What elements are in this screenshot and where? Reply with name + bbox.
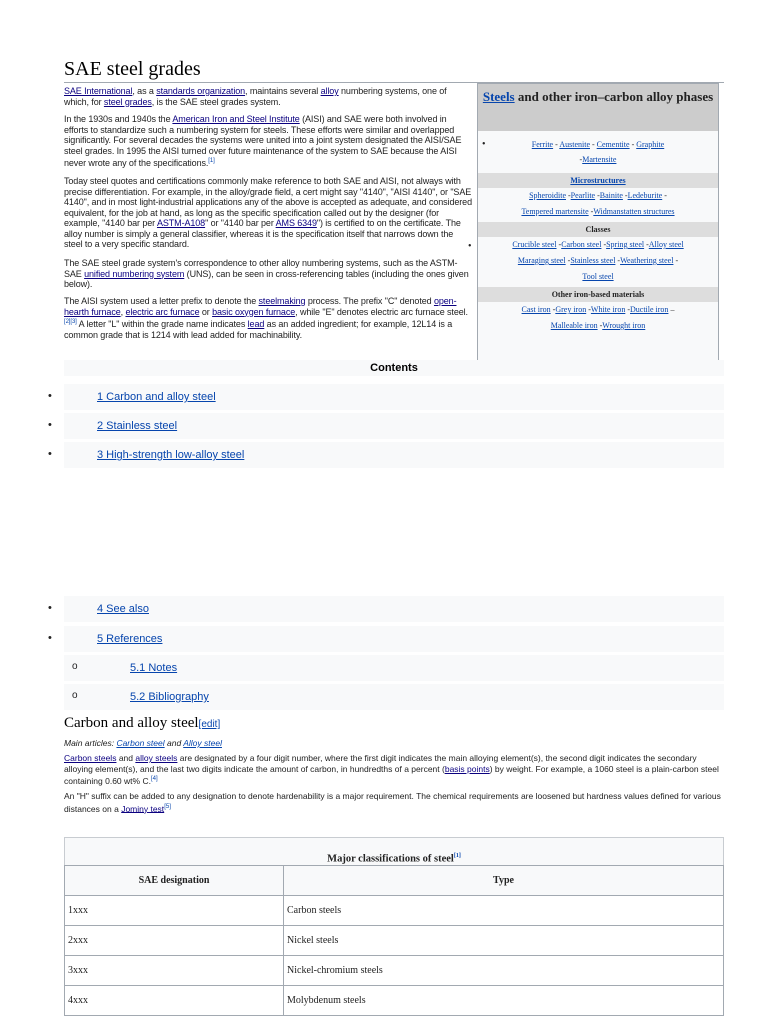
link-sae-international[interactable]: SAE International	[64, 86, 133, 96]
hatnote	[64, 738, 222, 748]
link-maraging-steel[interactable]: Maraging steel	[517, 256, 566, 265]
link-standards-organization[interactable]: standards organization	[156, 86, 246, 96]
link-alloy[interactable]: alloy	[320, 86, 339, 96]
bullet-icon: •	[48, 448, 52, 460]
text: " or "4140 bar per	[205, 218, 276, 228]
link-alloy-steel[interactable]: Alloy steel	[648, 240, 684, 249]
toc-item	[48, 596, 724, 622]
link-tempered-martensite[interactable]: Tempered martensite	[521, 207, 589, 216]
link-steel-grades[interactable]: steel grades	[103, 96, 152, 107]
link-alloy-steels[interactable]: alloy steels	[135, 753, 178, 763]
infobox-section-other: Other iron-based materials	[478, 287, 718, 302]
link-weathering-steel[interactable]: Weathering steel	[620, 256, 674, 265]
link-carbon-steel-main[interactable]: Carbon steel	[116, 738, 165, 748]
link-carbon-steels[interactable]: Carbon steels	[64, 753, 117, 763]
toc-link-stainless[interactable]: 2 Stainless steel	[97, 420, 178, 432]
text: and	[164, 738, 184, 748]
link-basic-oxygen-furnace[interactable]: basic oxygen furnace	[212, 306, 296, 317]
text: (AISI) and SAE were both involved in efforts to standardize such a numbering system for steels. These efforts were similar and overlapped significantly. For several decades the systems were united into a joint system designated the AISI/SAE steel grades. In 1995 the AISI turned over future maintenance of the system to SAE because the AISI never wrote any of the specifications.	[64, 114, 462, 168]
infobox-section-classes: Classes	[478, 222, 718, 237]
link-cementite[interactable]: Cementite	[596, 140, 630, 149]
link-austenite[interactable]: Austenite	[559, 140, 590, 149]
link-carbon-steel[interactable]: Carbon steel	[561, 240, 602, 249]
text: ) by weight. For example, a 1060 steel is a plain-carbon steel containing 0.60 wt% C.	[64, 763, 719, 786]
intro-paragraph-2	[64, 114, 472, 169]
link-steels[interactable]: Steels	[482, 89, 515, 104]
infobox-heading	[478, 84, 718, 131]
link-malleable-iron[interactable]: Malleable iron	[550, 321, 598, 330]
table-header-row	[65, 866, 724, 896]
text: The SAE steel grade system's correspondence to other alloy numbering systems, such as the ASTM-SAE	[64, 258, 458, 279]
intro-paragraph-3	[64, 176, 472, 250]
bullet-icon: •	[48, 390, 52, 402]
link-unified-numbering-system[interactable]: unified numbering system	[84, 268, 185, 279]
toc-item	[48, 626, 724, 652]
toc-link-see-also[interactable]: 4 See also	[97, 603, 149, 615]
infobox-microstructures-row: Spheroidite -Pearlite -Bainite -Ledeburite - Tempered martensite -Widmanstatten structures	[521, 191, 675, 216]
link-ferrite[interactable]: Ferrite	[531, 140, 554, 149]
text: or	[199, 306, 213, 317]
page-title: SAE steel grades	[64, 58, 201, 80]
link-crucible-steel[interactable]: Crucible steel	[512, 240, 557, 249]
text: (UNS), can be seen in cross-referencing tables (including the ones given below).	[64, 268, 469, 289]
table-row	[65, 896, 724, 926]
link-tool-steel[interactable]: Tool steel	[582, 272, 614, 281]
link-wrought-iron[interactable]: Wrought iron	[602, 321, 646, 330]
toc-item	[48, 413, 724, 439]
link-martensite[interactable]: Martensite	[582, 155, 617, 164]
text: Today steel quotes and certifications commonly make reference to both SAE and AISI, not always with precise differentiation. For example, in the alloy/grade field, a cert might say "4140", "AISI 4140", or "SAE 4140", and in most light-industrial applications any of the above is accepted as adequate, and considered equivalent, for the job at hand, as long as the specific specification called out by the designer (for example, "4140 bar per	[64, 176, 472, 228]
text: ,	[120, 306, 126, 317]
text: In the 1930s and 1940s the	[64, 114, 173, 124]
text: as an added ingredient; for example, 12L14 is a common grade that is 1214 with lead added for machinability.	[64, 319, 453, 340]
toc-item	[48, 384, 724, 410]
text: An "H" suffix can be added to any designation to denote hardenability is a major requirement. The chemical requirements are loosened but hardness values defined for various distances on a	[64, 791, 721, 814]
intro-paragraph-1	[64, 86, 472, 107]
column-header-type: Type	[284, 866, 724, 896]
link-astm-a108[interactable]: ASTM-A108	[156, 218, 206, 228]
table-cell: Molybdenum steels	[284, 986, 724, 1016]
reference-link[interactable]: [2][3]	[64, 319, 77, 325]
column-header-sae-designation: SAE designation	[65, 866, 284, 896]
infobox-other-row: Cast iron -Grey iron -White iron -Ductile iron – Malleable iron -Wrought iron	[521, 305, 675, 330]
infobox-phases-row: • Ferrite - Austenite - Cementite - Graphite -Martensite	[482, 139, 665, 164]
link-ductile-iron[interactable]: Ductile iron	[630, 305, 669, 314]
bullet-icon: •	[48, 632, 52, 644]
bullet-icon: •	[48, 602, 52, 614]
text: Main articles:	[64, 738, 117, 748]
table-row	[65, 986, 724, 1016]
bullet-icon: •	[468, 241, 472, 252]
text: , maintains several	[245, 86, 321, 96]
link-electric-arc-furnace[interactable]: electric arc furnace	[125, 306, 200, 317]
text: and	[116, 753, 136, 763]
reference-link[interactable]: [5]	[164, 803, 171, 810]
edit-link[interactable]: [edit]	[198, 719, 221, 730]
toc-link-notes[interactable]: 5.1 Notes	[130, 662, 178, 674]
text: numbering systems, one of which, for	[64, 86, 447, 107]
reference-link[interactable]: [4]	[150, 776, 158, 782]
toc-link-references[interactable]: 5 References	[97, 633, 163, 645]
link-ledeburite[interactable]: Ledeburite	[627, 191, 663, 200]
toc-link-hsla[interactable]: 3 High-strength low-alloy steel	[97, 449, 245, 461]
link-graphite[interactable]: Graphite	[636, 140, 665, 149]
table-cell: 4xxx	[65, 986, 284, 1016]
link-white-iron[interactable]: White iron	[590, 305, 626, 314]
toc-item	[64, 684, 724, 710]
table-cell: 1xxx	[65, 896, 284, 926]
text: The AISI system used a letter prefix to denote the	[64, 296, 259, 306]
circle-bullet-icon: o	[72, 661, 78, 672]
table-cell: Nickel steels	[284, 926, 724, 956]
link-spring-steel[interactable]: Spring steel	[606, 240, 645, 249]
table-caption	[64, 837, 724, 865]
table-cell: Nickel-chromium steels	[284, 956, 724, 986]
infobox-section-microstructures[interactable]: Microstructures	[478, 173, 718, 188]
link-ams-6349[interactable]: AMS 6349	[275, 218, 317, 228]
infobox-heading-text: and other iron–carbon alloy phases	[514, 89, 714, 104]
table-row	[65, 956, 724, 986]
reference-link[interactable]: [1]	[453, 853, 461, 859]
table-row	[65, 926, 724, 956]
circle-bullet-icon: o	[72, 690, 78, 701]
link-stainless-steel[interactable]: Stainless steel	[570, 256, 616, 265]
table-cell: 2xxx	[65, 926, 284, 956]
text: , while "E" denotes electric arc furnace steel.	[295, 306, 468, 317]
table-cell: Carbon steels	[284, 896, 724, 926]
text: A letter "L" within the grade name indicates	[76, 319, 248, 329]
link-spheroidite[interactable]: Spheroidite	[529, 191, 566, 200]
link-steelmaking[interactable]: steelmaking	[258, 296, 306, 306]
link-cast-iron[interactable]: Cast iron	[521, 305, 551, 314]
text: ") is certified to on the certificate. The alloy number is simply a general classifier, whereas it is the specification itself that narrows down the steel to a very specific standard.	[64, 218, 461, 249]
link-pearlite[interactable]: Pearlite	[570, 191, 596, 200]
text: , as a	[132, 86, 157, 96]
reference-link[interactable]: [1]	[208, 158, 215, 164]
link-jominy-test[interactable]: Jominy test	[121, 803, 165, 814]
link-alloy-steel-main[interactable]: Alloy steel	[183, 738, 222, 748]
infobox-classes-row: • Crucible steel -Carbon steel -Spring steel -Alloy steel Maraging steel -Stainless steel -Weathering steel - Tool steel	[468, 240, 684, 281]
section-paragraph-2	[64, 791, 724, 814]
link-bainite[interactable]: Bainite	[599, 191, 623, 200]
link-widmanstatten[interactable]: Widmanstatten structures	[593, 207, 675, 216]
section-paragraph-1	[64, 753, 724, 786]
toc-item	[48, 442, 724, 468]
intro-paragraph-4	[64, 258, 472, 290]
steels-infobox	[468, 83, 719, 370]
link-basis-points[interactable]: basis points	[444, 763, 490, 774]
text: , is the SAE steel grades system.	[151, 96, 281, 107]
bullet-icon: •	[482, 139, 486, 150]
link-aisi[interactable]: American Iron and Steel Institute	[172, 114, 300, 124]
table-cell: 3xxx	[65, 956, 284, 986]
major-classifications-table	[64, 837, 724, 1016]
link-open-hearth-furnace[interactable]: open-hearth furnace	[64, 296, 457, 317]
text: are designated by a four digit number, where the first digit indicates the main alloying element(s), the second digit indicates the secondary alloying element(s), and the last two digits indicate the amount of carbon, in hundredths of a percent (	[64, 753, 697, 774]
toc-title: Contents	[64, 360, 724, 376]
intro-paragraph-5	[64, 296, 472, 340]
text: process. The prefix "C" denoted	[305, 296, 434, 306]
section-heading	[64, 715, 220, 732]
bullet-icon: •	[48, 419, 52, 431]
section-heading-text: Carbon and alloy steel	[64, 715, 199, 731]
link-lead[interactable]: lead	[247, 319, 265, 329]
table-caption-text: Major classifications of steel	[327, 853, 454, 865]
toc-link-bibliography[interactable]: 5.2 Bibliography	[130, 691, 209, 703]
link-grey-iron[interactable]: Grey iron	[555, 305, 587, 314]
toc-item	[64, 655, 724, 681]
toc-link-carbon-alloy[interactable]: 1 Carbon and alloy steel	[97, 391, 216, 403]
